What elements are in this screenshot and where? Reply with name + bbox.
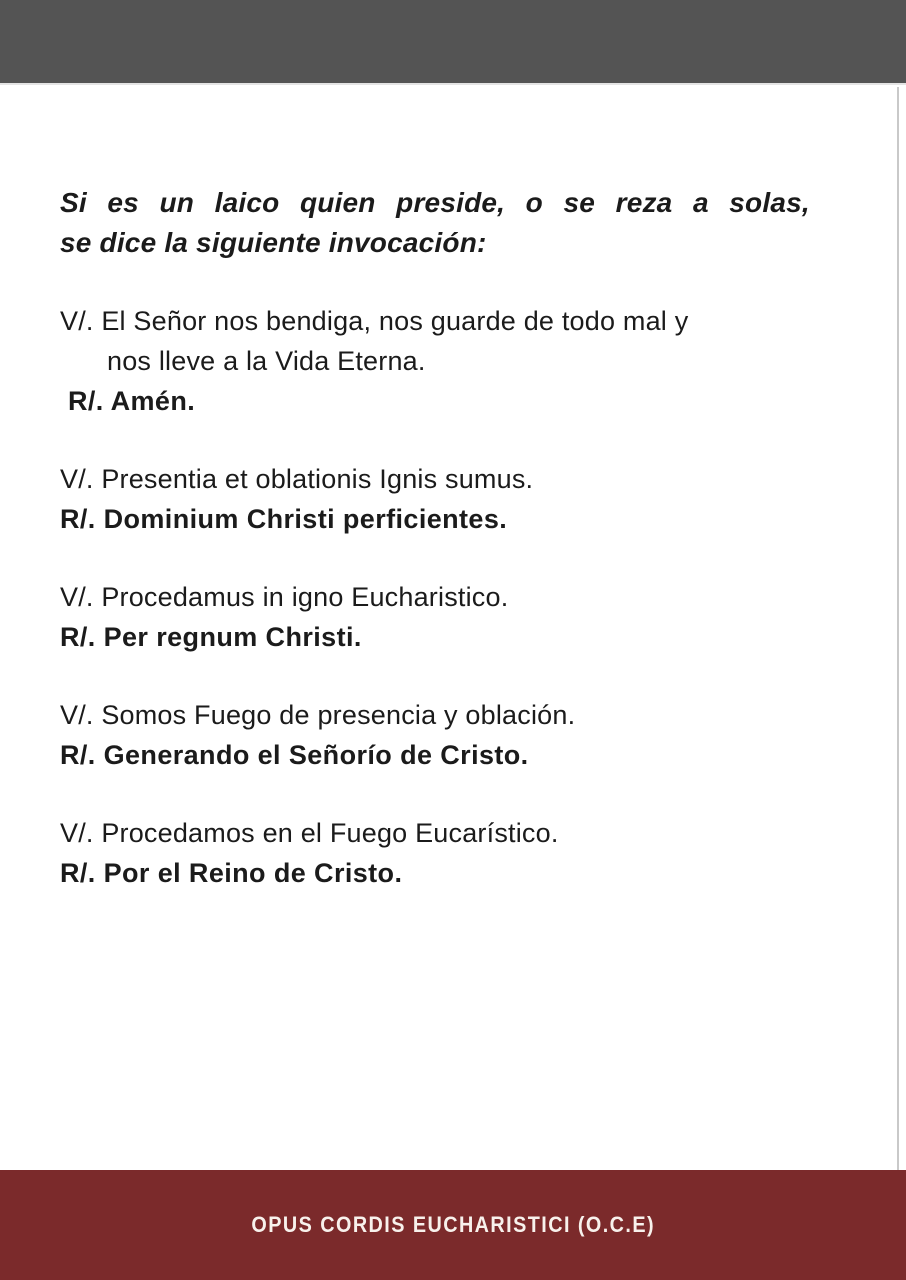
verse-presentia [60, 459, 810, 539]
versicle-line: V/. Procedamus in igno Eucharistico. [60, 582, 509, 612]
footer-organization-name: OPUS CORDIS EUCHARISTICI (O.C.E) [251, 1212, 655, 1237]
rubric-intro [60, 183, 810, 263]
verse-procedamos [60, 813, 810, 893]
versicle-line: V/. Somos Fuego de presencia y oblación. [60, 700, 576, 730]
response-line: R/. Dominium Christi perficientes. [60, 504, 508, 534]
rubric-intro-line-1: Si es un laico quien preside, o se reza a solas, [60, 187, 810, 218]
response-line: R/. Amén. [68, 386, 196, 416]
prayer-content [0, 183, 810, 893]
top-gray-bar [0, 0, 906, 85]
versicle-line: V/. Procedamos en el Fuego Eucarístico. [60, 818, 559, 848]
rubric-intro-line-2: se dice la siguiente invocación: [60, 227, 487, 258]
page-edge-line [897, 87, 899, 1170]
verse-somos-fuego [60, 695, 810, 775]
verse-procedamus [60, 577, 810, 657]
response-line: R/. Generando el Señorío de Cristo. [60, 740, 529, 770]
response-line: R/. Per regnum Christi. [60, 622, 362, 652]
versicle-line-continuation: nos lleve a la Vida Eterna. [107, 346, 426, 376]
response-line: R/. Por el Reino de Cristo. [60, 858, 403, 888]
footer-bar [0, 1170, 906, 1280]
versicle-line: V/. Presentia et oblationis Ignis sumus. [60, 464, 534, 494]
versicle-line: V/. El Señor nos bendiga, nos guarde de todo mal y [60, 306, 689, 336]
verse-blessing [60, 301, 810, 421]
